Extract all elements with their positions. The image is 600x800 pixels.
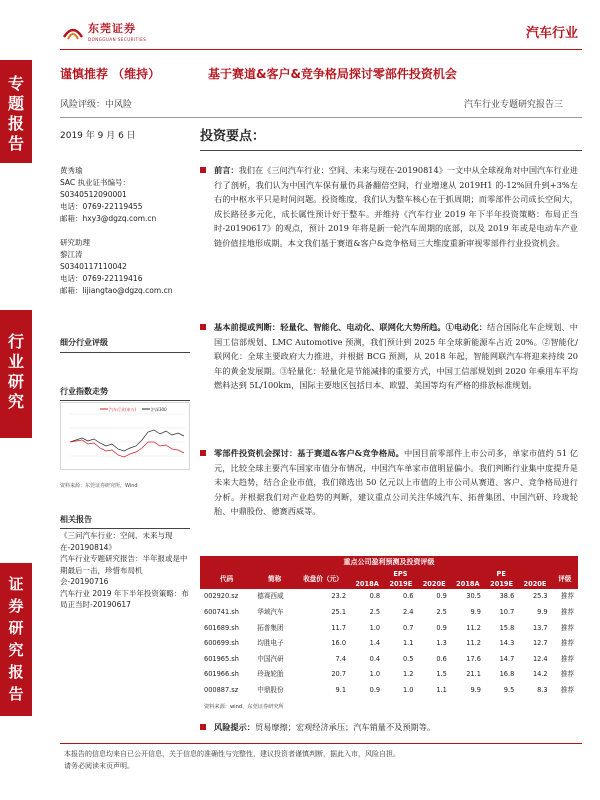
table-cell: 2.5	[350, 605, 384, 621]
side-char: 告	[7, 134, 24, 153]
table-cell: 2.5	[417, 605, 450, 621]
risk-text: 贸易摩擦；宏观经济承压；汽车销量不及预期等。	[254, 722, 436, 732]
analyst-line: S0340512090001	[60, 190, 127, 199]
assistant-title: 研究助理	[60, 238, 90, 247]
header-divider	[60, 49, 582, 50]
side-char: 行	[7, 332, 24, 351]
table-cell: 23.2	[331, 592, 347, 601]
table-cell: 8.3	[537, 685, 548, 694]
table-cell: 中国汽研	[257, 654, 284, 663]
table-cell: 16.0	[296, 636, 350, 652]
table-cell: 推荐	[552, 667, 578, 683]
index-trend-title: 行业指数走势	[60, 387, 108, 396]
section-divider	[60, 528, 190, 529]
section-divider	[60, 352, 190, 353]
logo-mark-icon	[62, 23, 84, 41]
related-reports-title: 相关报告	[60, 515, 92, 524]
table-cell: 1.3	[417, 636, 450, 652]
table-cell: 中鼎股份	[257, 685, 284, 694]
table-cell: 0.9	[369, 685, 381, 694]
table-cell: 14.7	[499, 654, 515, 663]
side-char: 报	[8, 663, 24, 681]
table-cell: 600699.sh	[200, 636, 253, 652]
col-year: 2019E	[485, 579, 518, 589]
company-logo	[62, 22, 146, 42]
bullet-icon	[200, 324, 206, 330]
table-cell: 14.3	[485, 636, 518, 652]
table-cell: 推荐	[552, 636, 578, 652]
logo-subtext: DONGGUAN SECURITIES	[88, 36, 147, 42]
key-points-divider	[200, 150, 582, 151]
table-cell: 11.2	[451, 636, 485, 652]
report-series: 汽车行业专题研究报告三	[463, 100, 563, 110]
table-cell: 17.6	[466, 654, 481, 663]
report-title: 基于赛道&客户&竞争格局探讨零部件投资机会	[208, 67, 457, 81]
disclaimer-line: 本报告的信息均来自已公开信息，关于信息的准确性与完整性，建议投资者谨慎判断，据此入市，风险自担。	[64, 750, 400, 758]
table-cell: 11.2	[466, 623, 481, 632]
paragraph-lead: 前言：	[214, 165, 239, 175]
col-year: 2020E	[417, 579, 450, 589]
table-cell: 7.4	[335, 654, 347, 663]
table-cell: 9.9	[470, 685, 481, 694]
legend-hs300: 沪深300	[151, 407, 167, 412]
table-cell: 15.8	[499, 623, 515, 632]
side-char: 研	[8, 619, 24, 637]
table-source: 资料来源：wind、东莞证券研究所	[204, 704, 284, 710]
col-eps: EPS	[350, 569, 451, 579]
table-title: 重点公司盈利预测及投资评级	[200, 556, 578, 569]
disclaimer-line: 请务必阅读末页声明。	[64, 762, 134, 770]
table-cell: 9.9	[518, 605, 551, 621]
table-cell: 0.6	[402, 592, 414, 601]
related-report-link[interactable]: 《三问汽车行业：空间、未来与现在-20190814》	[60, 531, 173, 552]
table-cell: 12.7	[518, 636, 551, 652]
table-cell: 002920.sz	[204, 592, 239, 601]
table-cell: 推荐	[560, 685, 574, 694]
table-cell: 1.0	[402, 685, 414, 694]
table-cell: 0.8	[369, 592, 381, 601]
table-cell: 均胜电子	[253, 636, 296, 652]
section-divider	[60, 400, 190, 401]
related-report-link[interactable]: 汽车行业专题研究报告：半年报或是中期最后一击，珍惜布局机会-20190716	[60, 554, 188, 586]
col-rating: 评级	[552, 569, 578, 589]
table-header-row	[200, 569, 578, 579]
subtitle-divider	[60, 117, 582, 118]
page-footer	[64, 748, 564, 772]
side-char: 业	[7, 352, 24, 371]
footer-divider	[60, 743, 582, 744]
bullet-icon	[200, 724, 206, 730]
forecast-table	[200, 569, 578, 698]
table-cell: 601966.sh	[200, 667, 253, 683]
table-row	[200, 636, 578, 652]
table-cell: 9.1	[335, 685, 347, 694]
col-pe: PE	[451, 569, 552, 579]
table-body	[200, 589, 578, 698]
risk-rating: 风险评级：中风险	[60, 100, 133, 110]
table-row	[200, 620, 578, 636]
table-cell: 推荐	[560, 654, 574, 663]
chart-source: 资料来源：东莞证券研究所，Wind	[60, 483, 138, 489]
logo-text: 东莞证券	[88, 22, 136, 35]
paragraph-lead: 零部件投资机会探讨：基于赛道&客户&竞争格局。	[214, 448, 404, 458]
col-year: 2018A	[350, 579, 384, 589]
table-cell: 1.0	[369, 623, 381, 632]
table-cell: 1.1	[436, 685, 447, 694]
table-cell: 25.1	[296, 605, 350, 621]
analyst-info	[60, 165, 190, 297]
key-points-title: 投资要点：	[200, 129, 266, 144]
table-cell: 20.7	[296, 667, 350, 683]
table-cell: 0.4	[369, 654, 381, 663]
paragraph-text: 结合国际化车企规划、中国工信部规划、LMC Automotive 预测，我们预计到 2025 年全球新能源车占近 20%。②智能化/联网化：全球主要政府大力推进，并根据 BCG 预测，从 2018 年起，智能网联汽车将迎来持续 20 年的黄金发展期。③轻量化：轻量化是节能减排的重要方式，中国工信部规划到 2020 年乘用车平均燃料达到 5L/100km，国际主要地区包括日本、欧盟、美国等均有严格的排放标准规划。	[214, 322, 578, 390]
table-cell: 1.1	[384, 636, 417, 652]
table-cell: 10.7	[485, 605, 518, 621]
table-cell: 0.7	[402, 623, 414, 632]
risk-paragraph	[200, 720, 578, 734]
table-row	[200, 605, 578, 621]
table-cell: 德赛西威	[257, 592, 284, 601]
chart-frame	[61, 403, 190, 470]
table-cell: 0.9	[436, 623, 447, 632]
analyst-name: 黄秀瑜	[60, 166, 83, 175]
assistant-phone: 电话：0769-22119416	[60, 274, 143, 283]
report-date: 2019 年 9 月 6 日	[60, 131, 136, 141]
col-year: 2020E	[518, 579, 551, 589]
opportunity-paragraph	[200, 446, 578, 519]
side-char: 题	[7, 94, 24, 113]
table-cell: 0.9	[436, 592, 447, 601]
table-cell: 13.7	[532, 623, 548, 632]
table-row	[200, 667, 578, 683]
assistant-name: 黎江涛	[60, 250, 83, 259]
side-char: 告	[8, 685, 24, 703]
related-reports-list	[60, 530, 190, 611]
side-char: 券	[8, 597, 24, 615]
side-char: 研	[7, 372, 24, 391]
side-label-securities-report	[0, 563, 32, 716]
title-row	[60, 66, 580, 86]
table-cell: 推荐	[560, 623, 574, 632]
preface-paragraph	[200, 163, 578, 250]
paragraph-lead: 基本前提或判断：轻量化、智能化、电动化、联网化大势所趋。①电动化：	[214, 322, 488, 332]
table-cell: 1.0	[350, 667, 384, 683]
side-label-industry-research	[0, 310, 32, 438]
side-char: 究	[7, 392, 24, 411]
table-cell: 30.5	[466, 592, 481, 601]
legend-auto: 汽车行业(申万)	[109, 407, 137, 412]
table-cell: 601689.sh	[204, 623, 239, 632]
assistant-email[interactable]: 邮箱：lijiangtao@dgzq.com.cn	[60, 286, 173, 295]
analyst-line: SAC 执业证书编号：	[60, 178, 131, 187]
table-cell: 华域汽车	[253, 605, 296, 621]
table-cell: 0.5	[402, 654, 414, 663]
col-code: 代码	[200, 569, 253, 589]
col-name: 简称	[253, 569, 296, 589]
table-row	[200, 589, 578, 605]
table-cell: 14.2	[518, 667, 551, 683]
side-char: 证	[8, 575, 24, 593]
col-year: 2018A	[451, 579, 485, 589]
related-report-link[interactable]: 汽车行业 2019 年下半年投资策略：布局正当时-20190617	[60, 588, 189, 609]
table-cell: 16.8	[485, 667, 518, 683]
sub-industry-rating-title: 细分行业评级	[60, 338, 108, 347]
table-cell: 0.6	[436, 654, 447, 663]
index-trend-chart	[60, 402, 190, 470]
table-cell: 25.3	[532, 592, 548, 601]
premise-paragraph	[200, 320, 578, 393]
col-price: 收盘价（元）	[296, 569, 350, 589]
side-label-report-type	[0, 60, 32, 163]
table-cell: 拓普集团	[257, 623, 284, 632]
table-row	[200, 683, 578, 699]
table-cell: 1.4	[350, 636, 384, 652]
table-cell: 9.9	[451, 605, 485, 621]
analyst-email[interactable]: 邮箱：hxy3@dgzq.com.cn	[60, 214, 157, 223]
paragraph-text: 中国目前零部件上市公司多，单家市值约 51 亿元，比较全球主要汽车国家市值分布情况，中国汽车单家市值明显偏小。我们判断行业集中度提升是未来大趋势，结合企业市值，我们筛选出 50 亿元以上市值的上市公司从赛道、客户、竞争格局进行分析。并根据我们对产业趋势的判断，建议重点公司关注华域汽车、拓普集团、中国汽研、玲珑轮胎、中鼎股份、德赛西威等。	[214, 448, 578, 516]
col-year: 2019E	[384, 579, 417, 589]
bullet-icon	[200, 167, 206, 173]
table-row	[200, 651, 578, 667]
industry-label: 汽车行业	[525, 26, 578, 41]
side-char: 究	[8, 641, 24, 659]
table-cell: 12.4	[532, 654, 548, 663]
investment-rating: 谨慎推荐 （维持）	[60, 67, 161, 81]
table-cell: 1.2	[384, 667, 417, 683]
table-cell: 2.4	[384, 605, 417, 621]
table-cell: 600741.sh	[200, 605, 253, 621]
side-char: 专	[7, 74, 24, 93]
table-cell: 000887.sz	[204, 685, 239, 694]
page-header	[0, 0, 600, 56]
paragraph-text: 我们在《三问汽车行业：空间、未来与现在-20190814》一文中从全球视角对中国汽车行业进行了剖析，我们认为中国汽车保有量仍具备翻倍空间，行业增速从 2019H1 的-12%回升到+3%左右的中枢水平只是时间问题。投资维度，我们认为整车核心在于抓周期；而零部件公司成长空间大，成长路径多元化，成长属性预计好于整车。并维持《汽车行业 2019 年下半年投资策略：布局正当时-20190617》的观点，预计 2019 年将是新一轮汽车周期的底部，以及 2019 年或是电动车产业链价值挂地形成期。本文我们基于赛道&客户&竞争格局三大维度重新审视零部件行业投资机会。	[214, 165, 578, 248]
analyst-phone: 电话：0769-22119455	[60, 202, 143, 211]
table-cell: 601965.sh	[204, 654, 239, 663]
table-cell: 9.5	[503, 685, 515, 694]
risk-lead: 风险提示：	[214, 722, 255, 732]
table-cell: 推荐	[560, 592, 574, 601]
table-cell: 38.6	[499, 592, 515, 601]
table-cell: 玲珑轮胎	[253, 667, 296, 683]
table-cell: 21.1	[451, 667, 485, 683]
bullet-icon	[200, 450, 206, 456]
assistant-cert: S0340117110042	[60, 262, 127, 271]
table-cell: 11.7	[331, 623, 347, 632]
table-cell: 推荐	[552, 605, 578, 621]
side-char: 报	[7, 114, 24, 133]
table-cell: 1.5	[417, 667, 450, 683]
